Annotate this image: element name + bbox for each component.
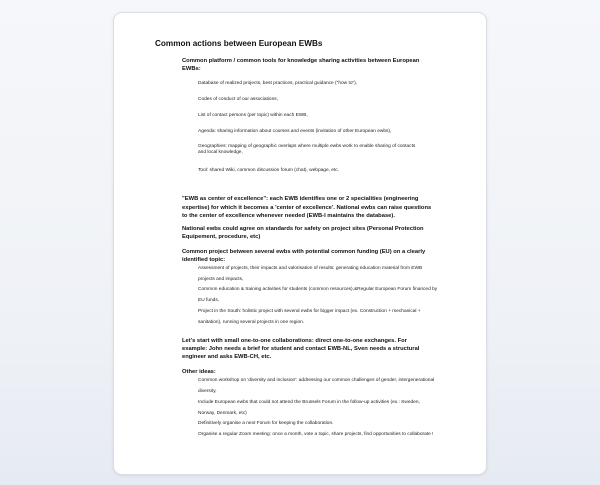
platform-item: Agenda: sharing information about courses and events (invitation of other European ewbs), [198, 129, 392, 134]
platform-item: Tool: shared Wiki, common discussion forum (chat), webpage, etc. [198, 168, 340, 173]
document-title: Common actions between European EWBs [155, 39, 323, 48]
platform-item: List of contact persons (per topic) within each EWB, [198, 113, 308, 118]
platform-item: Codes of conduct of our associations, [198, 97, 278, 102]
other-item: Common workshop on 'diversity and inclusion': addressing our common challenges of gender, intergenerational diversity, [198, 378, 435, 394]
other-item: Definitively organise a next Forum for keeping the collaboration. [198, 421, 334, 426]
safety-heading: National ewbs could agree on standards for safety on project sites (Personal Protection Equipement, procedure, etc) [182, 226, 424, 240]
platform-heading: Common platform / common tools for knowledge sharing activities between European EWBs: [182, 58, 420, 72]
funding-heading: Common project between several ewbs with potential common funding (EU) on a clearly identified topic: [182, 249, 426, 263]
platform-item: Geographies: mapping of geographic overlaps where multiple ewbs work to enable sharing of contacts and local knowledge, [198, 144, 416, 156]
funding-item: Common education & training activities for students (common resources),&Regular European Forum financed by EU funds, [198, 287, 438, 303]
document-page [114, 13, 486, 474]
platform-item: Database of realized projects, best practices, practical guidance ("how to"), [198, 81, 358, 86]
other-item: Organise a regular Zoom meeting: once a month, vote a topic, share projects, find opportunities to collaborate ! [198, 432, 434, 437]
other-ideas-heading: Other ideas: [182, 369, 216, 375]
other-item: Include European ewbs that could not attend the Brussels Forum in the follow-up activities (ex.: Sweden, Norway, Denmark, etc) [198, 400, 420, 416]
collaboration-heading: Let's start with small one-to-one collaborations: direct one-to-one exchanges. For example: John needs a brief for student and contact EWB-NL, Sven needs a structural engineer and asks EWB-CH, etc. [182, 338, 420, 360]
excellence-heading: "EWB as center of excellence": each EWB identifies one or 2 specialities (engineering expertise) for which it becomes a 'center of excellence'. National ewbs can raise questions to the center of excellence whenever needed (EWB-I maintains the database). [182, 196, 432, 220]
funding-item: Project in the South: holistic project with several ewbs for bigger impact (ex. Construction + mechanical + sanitation), running several projects in one region. [198, 309, 421, 325]
funding-item: Assessment of projects, their impacts and valorisation of results: generating education material from EWB projects and impacts, [198, 266, 423, 282]
